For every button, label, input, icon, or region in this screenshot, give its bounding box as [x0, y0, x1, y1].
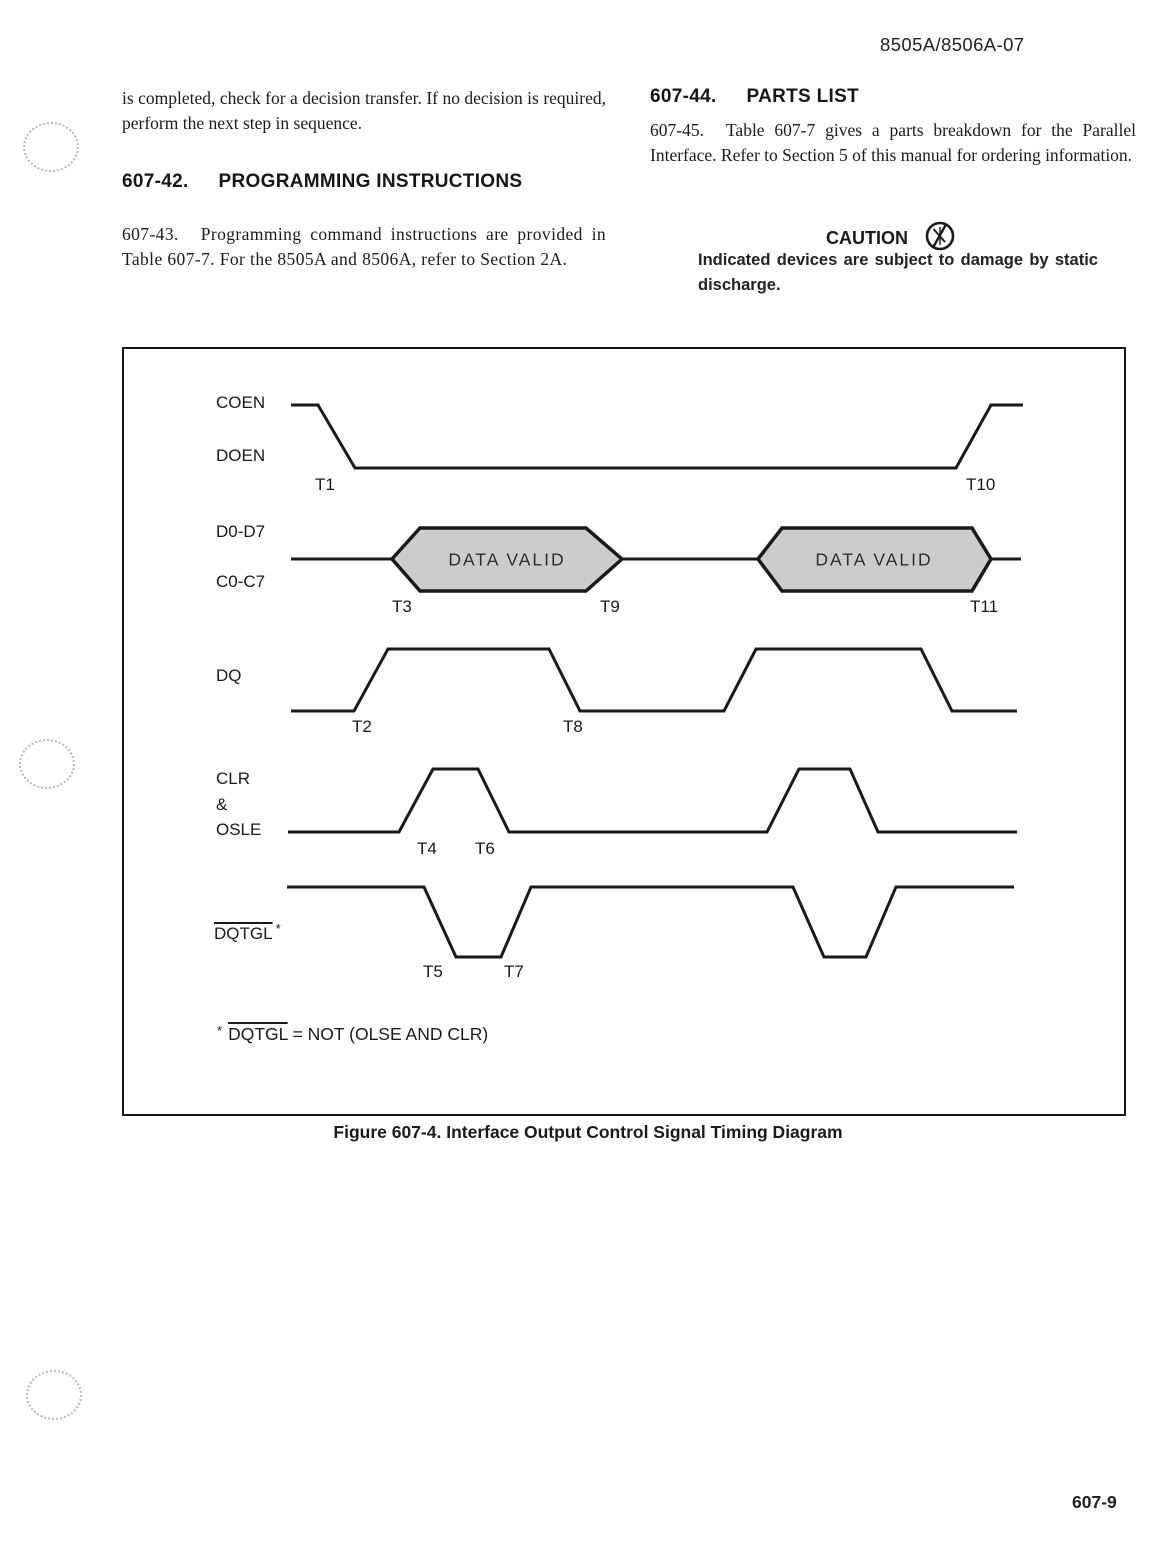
data-valid-label-1: DATA VALID — [448, 549, 566, 570]
punch-hole — [26, 1370, 82, 1420]
punch-hole — [23, 122, 79, 172]
paragraph-number: 607-43. — [122, 224, 179, 244]
signal-label-clr: CLR — [216, 769, 251, 788]
signal-label-d0-d7: D0-D7 — [216, 522, 266, 541]
section-title: PARTS LIST — [746, 86, 859, 107]
waveform-coen-doen — [291, 405, 1023, 468]
paragraph-text: Programming command instructions are provided in Table 607-7. For the 8505A and 8506A, refer to Section 2A. — [122, 224, 606, 269]
data-valid-label-2: DATA VALID — [815, 549, 933, 570]
timing-label-t1: T1 — [315, 475, 335, 494]
paragraph-number: 607-45. — [650, 120, 704, 140]
timing-label-t11: T11 — [970, 597, 999, 616]
left-column-paragraph-2 — [122, 222, 606, 272]
left-column-paragraph-1 — [122, 86, 606, 136]
timing-label-t7: T7 — [504, 962, 524, 981]
caution-text: Indicated devices are subject to damage by static discharge. — [698, 251, 1098, 294]
timing-label-t3: T3 — [392, 597, 412, 616]
section-number: 607-44. — [650, 86, 717, 107]
waveform-clr-osle — [288, 769, 1017, 832]
timing-waveforms — [124, 349, 1124, 1114]
timing-label-t10: T10 — [966, 475, 996, 494]
timing-label-t2: T2 — [352, 717, 372, 736]
paragraph: is completed, check for a decision transfer. If no decision is required, perform the next step in sequence. — [122, 88, 606, 133]
timing-label-t4: T4 — [417, 839, 437, 858]
timing-label-t9: T9 — [600, 597, 620, 616]
punch-hole — [19, 739, 75, 789]
caution-label: CAUTION — [826, 228, 908, 248]
figure-caption: Figure 607-4. Interface Output Control Signal Timing Diagram — [333, 1122, 843, 1142]
paragraph-text: Table 607-7 gives a parts breakdown for the Parallel Interface. Refer to Section 5 of this manual for ordering information. — [650, 120, 1136, 165]
section-heading-607-44 — [650, 86, 1136, 108]
figure-607-4-timing-diagram — [122, 347, 1126, 1116]
page-number: 607-9 — [1072, 1492, 1117, 1512]
waveform-dqtgl — [287, 887, 1014, 957]
section-number: 607-42. — [122, 171, 189, 192]
signal-label-doen: DOEN — [216, 446, 266, 465]
signal-label-c0-c7: C0-C7 — [216, 572, 266, 591]
section-title: PROGRAMMING INSTRUCTIONS — [218, 171, 523, 192]
signal-label-dq: DQ — [216, 666, 242, 685]
timing-label-t5: T5 — [423, 962, 443, 981]
timing-label-t6: T6 — [475, 839, 495, 858]
signal-label-dqtgl: DQTGL * — [214, 921, 281, 943]
signal-label-ampersand: & — [216, 795, 228, 814]
section-heading-607-42 — [122, 171, 606, 193]
waveform-dq — [291, 649, 1017, 711]
figure-footnote: * DQTGL = NOT (OLSE AND CLR) — [217, 1023, 489, 1044]
signal-label-coen: COEN — [216, 393, 266, 412]
right-column-paragraph-1 — [650, 118, 1136, 168]
doc-number: 8505A/8506A-07 — [880, 34, 1025, 55]
timing-label-t8: T8 — [563, 717, 583, 736]
signal-label-osle: OSLE — [216, 820, 262, 839]
